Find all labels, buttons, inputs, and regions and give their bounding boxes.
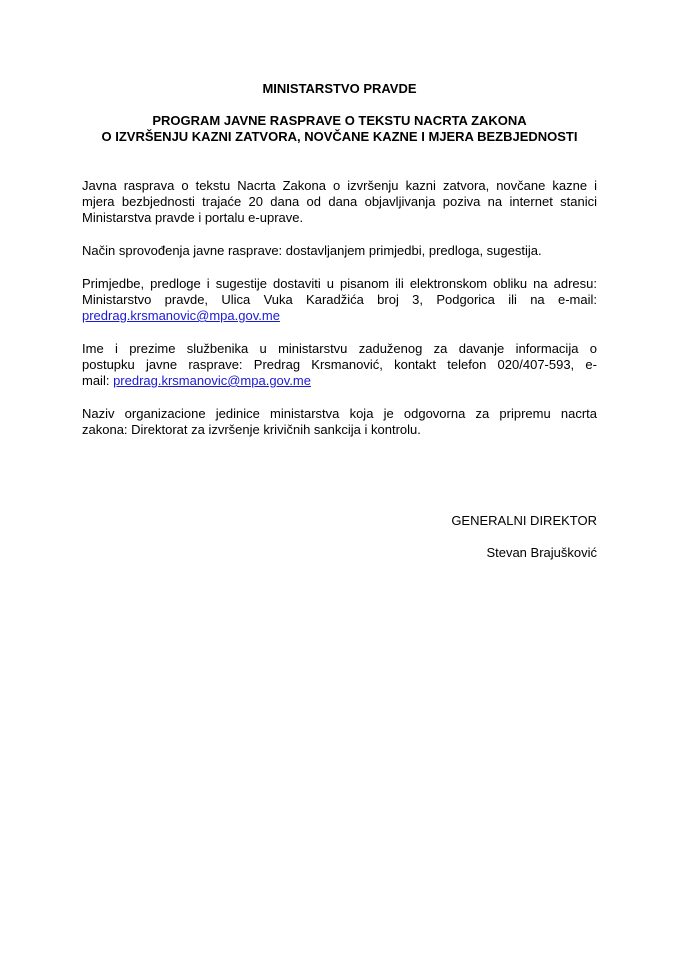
paragraph-contact bbox=[82, 341, 597, 389]
paragraph-duration bbox=[82, 178, 597, 226]
paragraph-method bbox=[82, 243, 597, 259]
paragraph-responsible-unit bbox=[82, 406, 597, 438]
document-title-line-1: PROGRAM JAVNE RASPRAVE O TEKSTU NACRTA ZAKONA bbox=[152, 113, 527, 128]
paragraph-line: postupku javne rasprave: Predrag Krsmanović, kontakt telefon 020/407-593, e- bbox=[82, 357, 597, 372]
paragraph-line: Ime i prezime službenika u ministarstvu zaduženog za davanje informacija o bbox=[82, 341, 597, 356]
signature-title: GENERALNI DIREKTOR bbox=[451, 513, 597, 528]
email-link[interactable]: predrag.krsmanovic@mpa.gov.me bbox=[113, 373, 311, 388]
ministry-name: MINISTARSTVO PRAVDE bbox=[262, 81, 417, 96]
paragraph-line: Javna rasprava o tekstu Nacrta Zakona o izvršenju kazni zatvora, novčane kazne i bbox=[82, 178, 597, 193]
paragraph-line: Ministarstva pravde i portalu e-uprave. bbox=[82, 210, 304, 225]
paragraph-line bbox=[82, 373, 597, 389]
document-title bbox=[0, 113, 679, 145]
paragraph-line: zakona: Direktorat za izvršenje krivičnih sankcija i kontrolu. bbox=[82, 422, 421, 437]
paragraph-line: Primjedbe, predloge i sugestije dostaviti u pisanom ili elektronskom obliku na adresu: bbox=[82, 276, 597, 291]
email-prefix: mail: bbox=[82, 373, 114, 388]
document-title-line-2: O IZVRŠENJU KAZNI ZATVORA, NOVČANE KAZNE I MJERA BEZBJEDNOSTI bbox=[101, 129, 578, 144]
paragraph-line: Naziv organizacione jedinice ministarstva koja je odgovorna za pripremu nacrta bbox=[82, 406, 597, 421]
paragraph-line: Način sprovođenja javne rasprave: dostavljanjem primjedbi, predloga, sugestija. bbox=[82, 243, 542, 258]
paragraph-submission bbox=[82, 276, 597, 324]
email-link[interactable]: predrag.krsmanovic@mpa.gov.me bbox=[82, 308, 280, 323]
paragraph-line: Ministarstvo pravde, Ulica Vuka Karadžića broj 3, Podgorica ili na e-mail: bbox=[82, 292, 597, 307]
paragraph-line bbox=[82, 308, 597, 324]
signature-name: Stevan Brajušković bbox=[486, 545, 597, 560]
paragraph-line: mjera bezbjednosti trajaće 20 dana od dana objavljivanja poziva na internet stanici bbox=[82, 194, 597, 209]
